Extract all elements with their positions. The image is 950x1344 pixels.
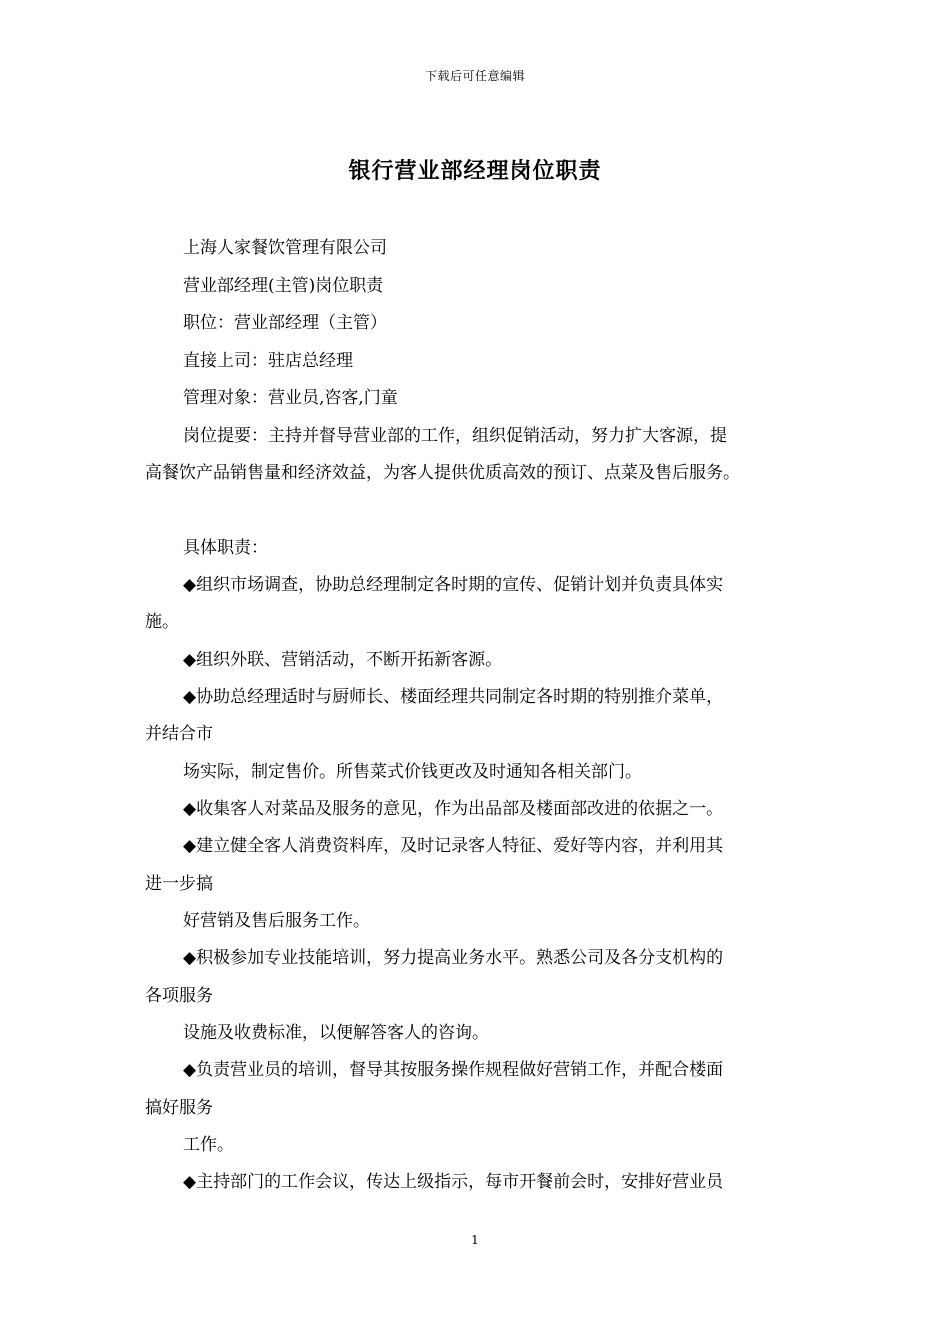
- duty-3-line-3: 场实际，制定售价。所售菜式价钱更改及时通知各相关部门。: [183, 762, 642, 782]
- duty-3-line-2: 并结合市: [145, 724, 213, 744]
- duty-1-line-1: ◆组织市场调查，协助总经理制定各时期的宣传、促销计划并负责具体实: [183, 575, 724, 595]
- duty-5-line-1: ◆建立健全客人消费资料库，及时记录客人特征、爱好等内容，并利用其: [183, 836, 724, 856]
- summary-line-2: 高餐饮产品销售量和经济效益，为客人提供优质高效的预订、点菜及售后服务。: [145, 463, 740, 483]
- duty-7-line-2: 搞好服务: [145, 1098, 213, 1118]
- duty-7-line-3: 工作。: [183, 1135, 234, 1155]
- duty-6-line-1: ◆积极参加专业技能培训，努力提高业务水平。熟悉公司及各分支机构的: [183, 948, 724, 968]
- summary-line-1: 岗位提要：主持并督导营业部的工作，组织促销活动，努力扩大客源，提: [183, 426, 727, 446]
- document-name: 营业部经理(主管)岗位职责: [183, 276, 384, 296]
- document-title: 银行营业部经理岗位职责: [348, 158, 602, 184]
- duty-3-line-1: ◆协助总经理适时与厨师长、楼面经理共同制定各时期的特别推介菜单，: [183, 687, 724, 707]
- header-note: 下载后可任意编辑: [424, 69, 525, 83]
- duty-1-line-2: 施。: [145, 612, 179, 632]
- duty-4-line-1: ◆收集客人对菜品及服务的意见，作为出品部及楼面部改进的依据之一。: [183, 799, 724, 819]
- duty-5-line-3: 好营销及售后服务工作。: [183, 911, 370, 931]
- page-number: 1: [471, 1233, 479, 1247]
- duties-heading: 具体职责：: [183, 538, 268, 558]
- company-name: 上海人家餐饮管理有限公司: [183, 238, 387, 258]
- duty-7-line-1: ◆负责营业员的培训，督导其按服务操作规程做好营销工作，并配合楼面: [183, 1060, 724, 1080]
- subordinates-line: 管理对象：营业员,咨客,门童: [183, 388, 398, 408]
- supervisor-line: 直接上司：驻店总经理: [183, 351, 353, 371]
- duty-6-line-2: 各项服务: [145, 986, 213, 1006]
- duty-8-line-1: ◆主持部门的工作会议，传达上级指示，每市开餐前会时，安排好营业员: [183, 1172, 724, 1192]
- duty-2-line-1: ◆组织外联、营销活动，不断开拓新客源。: [183, 650, 503, 670]
- position-line: 职位：营业部经理（主管）: [183, 313, 387, 333]
- duty-5-line-2: 进一步搞: [145, 874, 213, 894]
- duty-6-line-3: 设施及收费标准，以便解答客人的咨询。: [183, 1023, 489, 1043]
